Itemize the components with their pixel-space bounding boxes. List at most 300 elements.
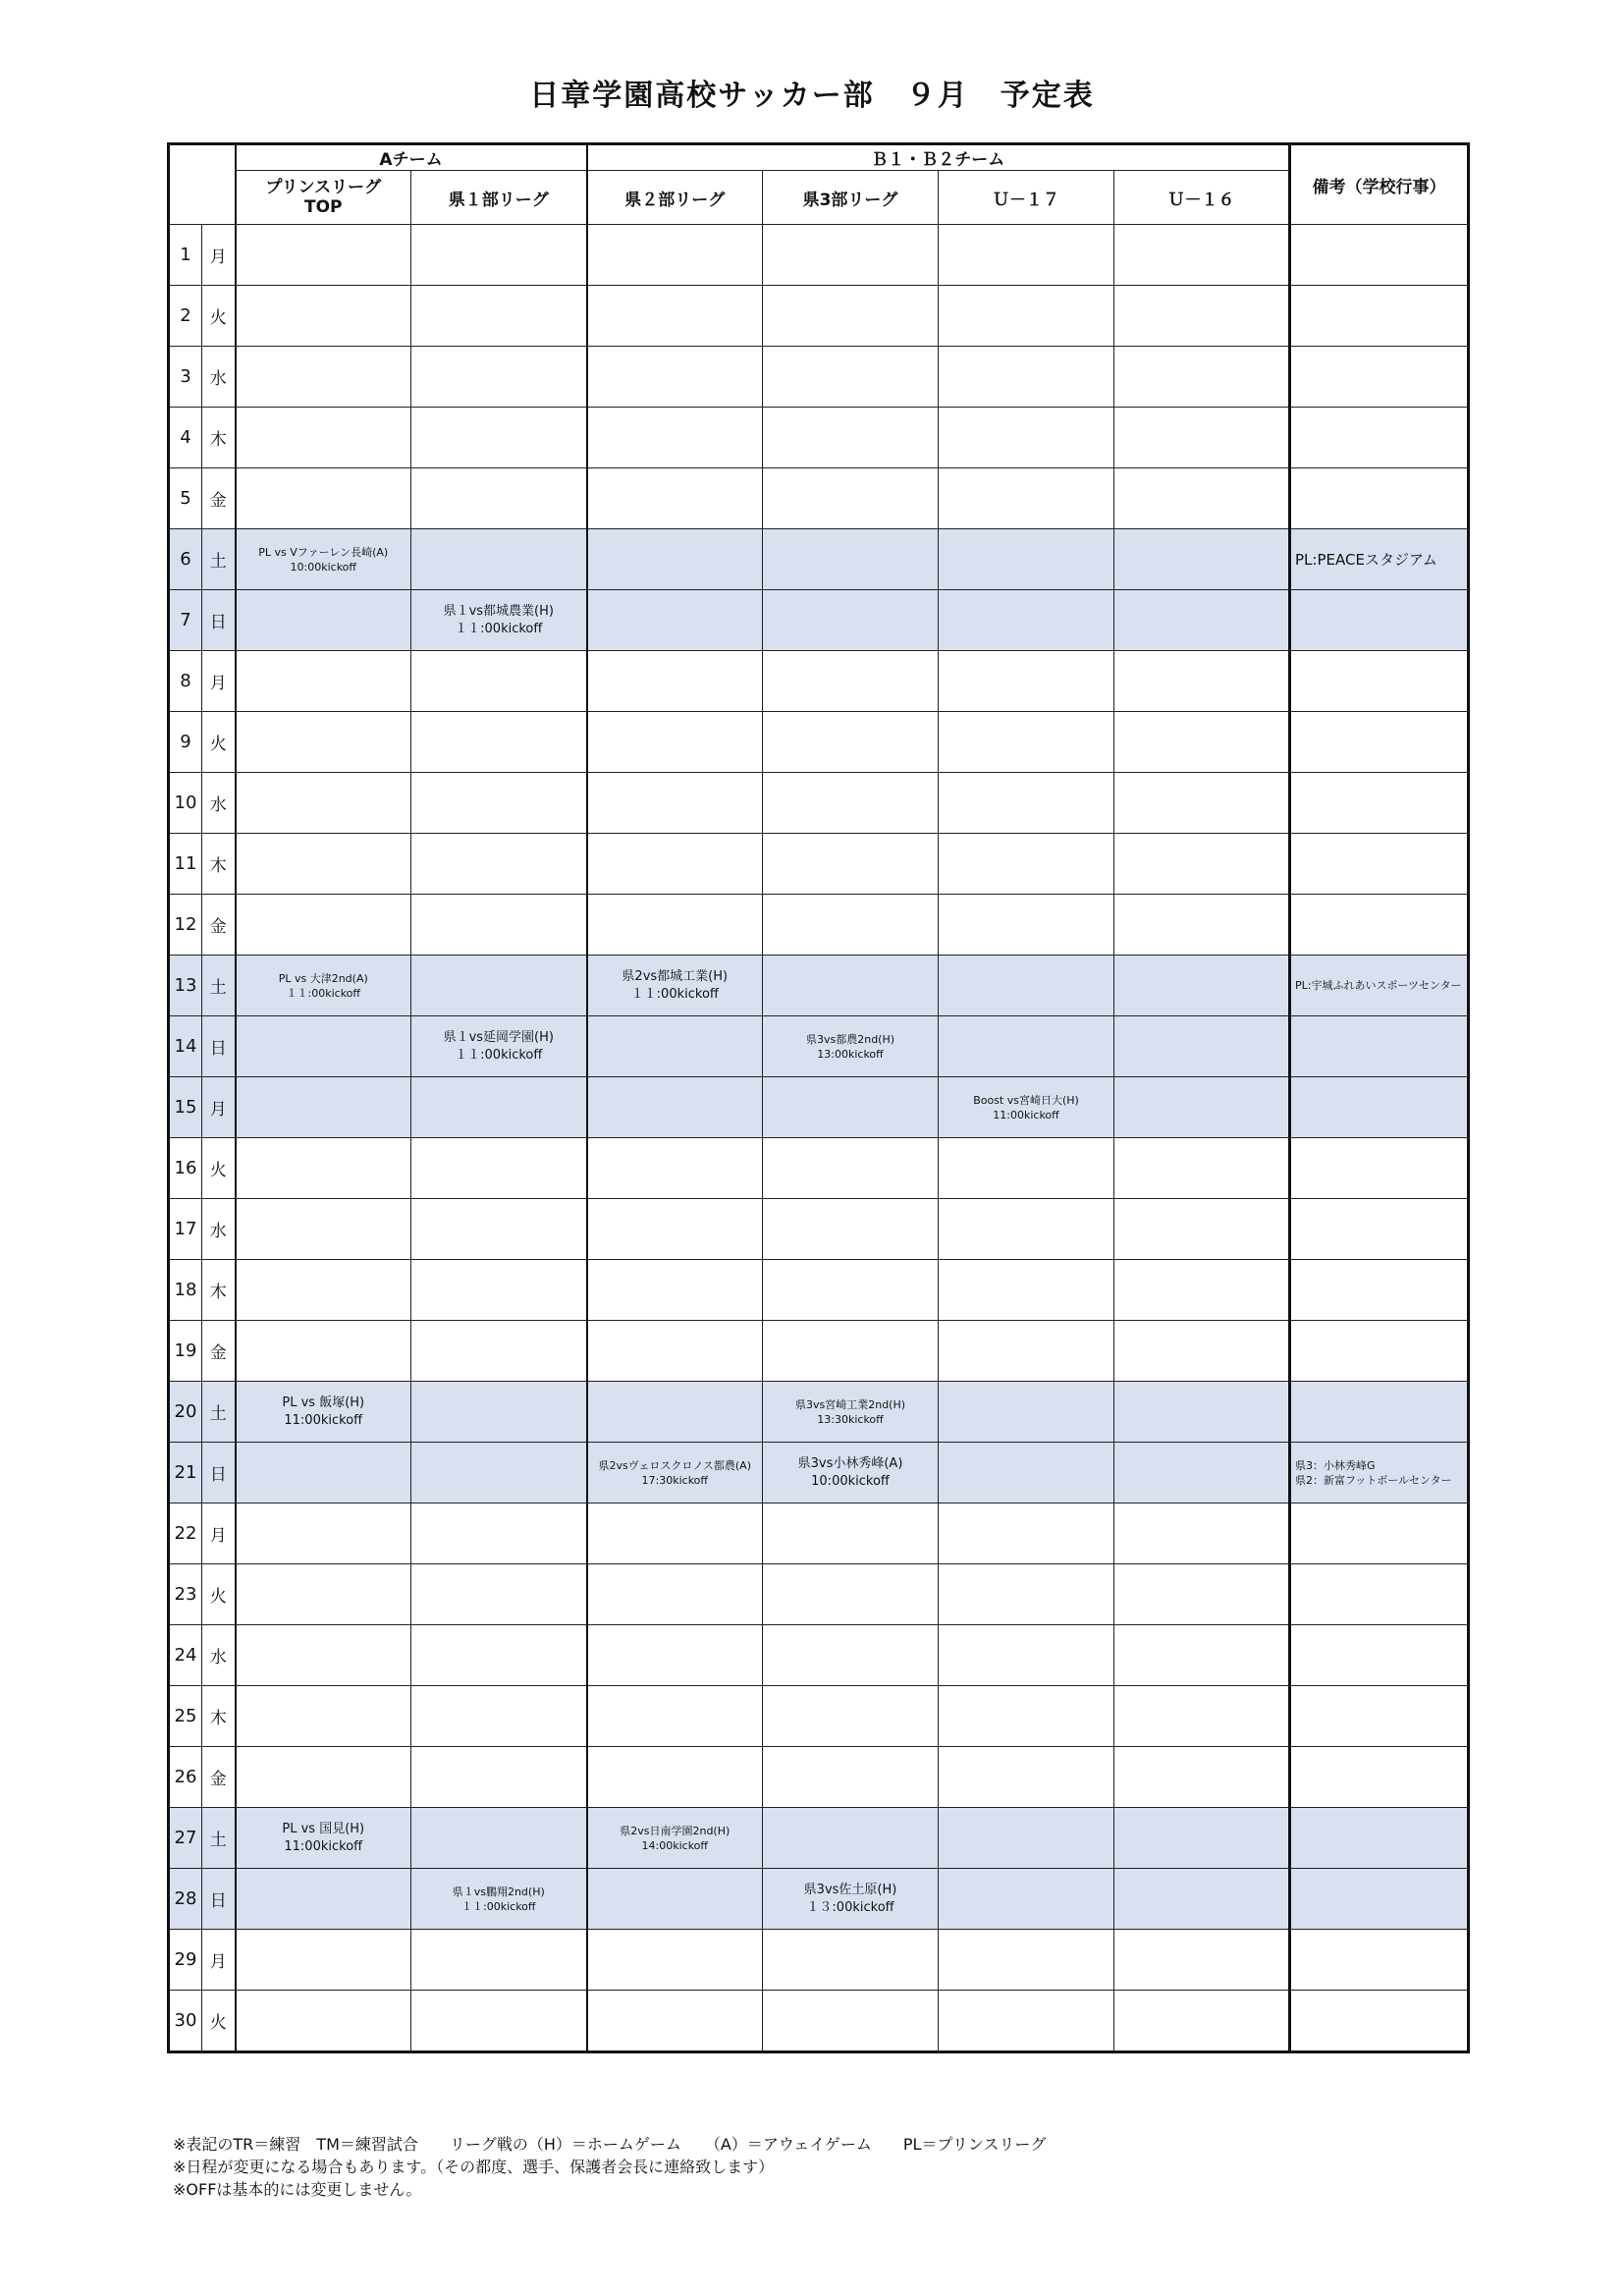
- cell-pref3: [763, 712, 939, 773]
- day-number: 9: [169, 712, 202, 773]
- column-header-pref2: 県２部リーグ: [587, 171, 763, 225]
- cell-pref3: [763, 408, 939, 468]
- cell-u17: [939, 1260, 1114, 1321]
- cell-pref2: [587, 1260, 763, 1321]
- day-of-week: 火: [202, 1138, 236, 1199]
- cell-pref1: [411, 773, 587, 834]
- cell-pref2: [587, 1382, 763, 1443]
- day-number: 8: [169, 651, 202, 712]
- cell-prince-top: [236, 1808, 411, 1869]
- schedule-row: [169, 1077, 1469, 1138]
- day-number: 17: [169, 1199, 202, 1260]
- cell-u16: [1114, 895, 1290, 956]
- remarks-cell: [1290, 1321, 1469, 1382]
- schedule-row: [169, 1503, 1469, 1564]
- cell-u16: [1114, 712, 1290, 773]
- footnote-line: ※日程が変更になる場合もあります。（その都度、選手、保護者会長に連絡致します）: [173, 2158, 775, 2176]
- day-number: 15: [169, 1077, 202, 1138]
- column-header-pref3: 県3部リーグ: [763, 171, 939, 225]
- day-of-week: 金: [202, 895, 236, 956]
- cell-prince-top: [236, 1503, 411, 1564]
- cell-pref3: [763, 1077, 939, 1138]
- day-number: 16: [169, 1138, 202, 1199]
- cell-pref2: [587, 1321, 763, 1382]
- cell-u17: [939, 1686, 1114, 1747]
- cell-u16: [1114, 529, 1290, 590]
- match-entry: Boost vs宮崎日大(H) 11:00kickoff: [973, 1093, 1079, 1121]
- cell-prince-top: [236, 1077, 411, 1138]
- cell-pref2: [587, 956, 763, 1016]
- cell-pref1: [411, 1564, 587, 1625]
- day-of-week: 月: [202, 1077, 236, 1138]
- match-entry: PL vs Vファーレン長崎(A) 10:00kickoff: [258, 545, 389, 574]
- cell-prince-top: [236, 834, 411, 895]
- day-of-week: 水: [202, 1199, 236, 1260]
- remarks-cell: [1290, 1869, 1469, 1930]
- day-number: 26: [169, 1747, 202, 1808]
- cell-pref3: [763, 1138, 939, 1199]
- cell-pref3: [763, 590, 939, 651]
- day-of-week: 水: [202, 347, 236, 408]
- cell-pref3: [763, 1382, 939, 1443]
- column-header-prince-top: プリンスリーグ TOP: [236, 171, 411, 225]
- remarks-cell: [1290, 1382, 1469, 1443]
- cell-pref2: [587, 529, 763, 590]
- cell-u17: [939, 286, 1114, 347]
- cell-prince-top: [236, 1321, 411, 1382]
- match-entry: 県2vs日南学園2nd(H) 14:00kickoff: [620, 1824, 731, 1852]
- schedule-row: [169, 956, 1469, 1016]
- cell-pref3: [763, 1321, 939, 1382]
- cell-u17: [939, 1747, 1114, 1808]
- day-of-week: 火: [202, 1991, 236, 2052]
- remarks-text: 県3：小林秀峰G 県2：新富フットボールセンター: [1295, 1458, 1452, 1487]
- day-of-week: 月: [202, 1503, 236, 1564]
- remarks-cell: [1290, 1138, 1469, 1199]
- schedule-row: [169, 590, 1469, 651]
- day-number: 11: [169, 834, 202, 895]
- day-of-week: 日: [202, 1443, 236, 1503]
- cell-u17: [939, 1808, 1114, 1869]
- remarks-cell: [1290, 225, 1469, 286]
- cell-pref3: [763, 1747, 939, 1808]
- cell-pref3: [763, 1260, 939, 1321]
- cell-pref1: [411, 468, 587, 529]
- day-of-week: 月: [202, 651, 236, 712]
- remarks-cell: [1290, 773, 1469, 834]
- day-of-week: 金: [202, 1321, 236, 1382]
- cell-u16: [1114, 225, 1290, 286]
- cell-u17: [939, 590, 1114, 651]
- cell-prince-top: [236, 1016, 411, 1077]
- remarks-cell: [1290, 1016, 1469, 1077]
- cell-pref3: [763, 1686, 939, 1747]
- cell-pref2: [587, 286, 763, 347]
- cell-pref1: [411, 895, 587, 956]
- cell-u17: [939, 347, 1114, 408]
- cell-pref3: [763, 1443, 939, 1503]
- cell-u16: [1114, 834, 1290, 895]
- day-of-week: 土: [202, 1808, 236, 1869]
- remarks-cell: [1290, 590, 1469, 651]
- remarks-cell: [1290, 286, 1469, 347]
- cell-u16: [1114, 1808, 1290, 1869]
- remarks-cell: [1290, 895, 1469, 956]
- day-of-week: 火: [202, 286, 236, 347]
- cell-pref2: [587, 651, 763, 712]
- cell-prince-top: [236, 895, 411, 956]
- day-number: 14: [169, 1016, 202, 1077]
- day-number: 6: [169, 529, 202, 590]
- schedule-row: [169, 651, 1469, 712]
- match-entry: 県１vs延岡学園(H) １１:00kickoff: [443, 1029, 554, 1063]
- schedule-row: [169, 286, 1469, 347]
- cell-prince-top: [236, 1260, 411, 1321]
- cell-pref2: [587, 1016, 763, 1077]
- cell-u16: [1114, 347, 1290, 408]
- schedule-row: [169, 1382, 1469, 1443]
- schedule-row: [169, 895, 1469, 956]
- remarks-cell: [1290, 529, 1469, 590]
- cell-pref3: [763, 1930, 939, 1991]
- day-number: 3: [169, 347, 202, 408]
- cell-pref2: [587, 1564, 763, 1625]
- day-number: 18: [169, 1260, 202, 1321]
- remarks-cell: [1290, 956, 1469, 1016]
- cell-pref1: [411, 529, 587, 590]
- cell-u17: [939, 1625, 1114, 1686]
- cell-pref3: [763, 1991, 939, 2052]
- remarks-cell: [1290, 1077, 1469, 1138]
- match-entry: 県3vs宮崎工業2nd(H) 13:30kickoff: [794, 1397, 906, 1426]
- cell-prince-top: [236, 225, 411, 286]
- cell-prince-top: [236, 1686, 411, 1747]
- schedule-row: [169, 1930, 1469, 1991]
- remarks-cell: [1290, 408, 1469, 468]
- cell-prince-top: [236, 529, 411, 590]
- match-entry: 県１vs都城農業(H) １１:00kickoff: [443, 603, 554, 636]
- cell-pref1: [411, 408, 587, 468]
- cell-pref2: [587, 834, 763, 895]
- day-number: 12: [169, 895, 202, 956]
- cell-pref2: [587, 1991, 763, 2052]
- remarks-cell: [1290, 1747, 1469, 1808]
- cell-pref1: [411, 834, 587, 895]
- cell-pref3: [763, 225, 939, 286]
- cell-u16: [1114, 1991, 1290, 2052]
- day-number: 7: [169, 590, 202, 651]
- remarks-cell: [1290, 1991, 1469, 2052]
- cell-pref2: [587, 712, 763, 773]
- cell-pref1: [411, 1625, 587, 1686]
- day-of-week: 日: [202, 1016, 236, 1077]
- cell-prince-top: [236, 590, 411, 651]
- day-of-week: 木: [202, 408, 236, 468]
- cell-u17: [939, 1869, 1114, 1930]
- day-number: 2: [169, 286, 202, 347]
- cell-u16: [1114, 1625, 1290, 1686]
- cell-pref1: [411, 1260, 587, 1321]
- cell-pref1: [411, 712, 587, 773]
- cell-pref3: [763, 1808, 939, 1869]
- cell-u17: [939, 225, 1114, 286]
- cell-pref3: [763, 1016, 939, 1077]
- cell-u16: [1114, 956, 1290, 1016]
- cell-prince-top: [236, 651, 411, 712]
- day-of-week: 土: [202, 1382, 236, 1443]
- match-entry: 県2vsヴェロスクロノス都農(A) 17:30kickoff: [598, 1458, 751, 1487]
- remarks-cell: [1290, 1564, 1469, 1625]
- cell-u16: [1114, 1321, 1290, 1382]
- day-number: 4: [169, 408, 202, 468]
- cell-u17: [939, 1564, 1114, 1625]
- remarks-cell: [1290, 347, 1469, 408]
- cell-u16: [1114, 1382, 1290, 1443]
- cell-prince-top: [236, 1199, 411, 1260]
- match-entry: 県１vs鵬翔2nd(H) １１:00kickoff: [452, 1885, 545, 1913]
- page-title: 日章学園高校サッカー部 ９月 予定表: [529, 79, 1095, 113]
- cell-prince-top: [236, 1382, 411, 1443]
- cell-u17: [939, 895, 1114, 956]
- day-of-week: 月: [202, 225, 236, 286]
- schedule-row: [169, 1808, 1469, 1869]
- cell-u16: [1114, 590, 1290, 651]
- cell-pref1: [411, 1930, 587, 1991]
- match-entry: 県3vs小林秀峰(A) 10:00kickoff: [797, 1455, 903, 1489]
- cell-pref3: [763, 773, 939, 834]
- cell-prince-top: [236, 712, 411, 773]
- cell-u17: [939, 1138, 1114, 1199]
- cell-u17: [939, 1382, 1114, 1443]
- day-number: 24: [169, 1625, 202, 1686]
- match-entry: PL vs 大津2nd(A) １１:00kickoff: [278, 971, 368, 1000]
- cell-pref3: [763, 956, 939, 1016]
- cell-pref3: [763, 1199, 939, 1260]
- cell-u16: [1114, 1564, 1290, 1625]
- day-number: 19: [169, 1321, 202, 1382]
- day-number: 25: [169, 1686, 202, 1747]
- day-of-week: 土: [202, 956, 236, 1016]
- cell-pref2: [587, 1747, 763, 1808]
- remarks-cell: [1290, 1443, 1469, 1503]
- match-entry: PL vs 国見(H) 11:00kickoff: [282, 1821, 365, 1854]
- day-number: 10: [169, 773, 202, 834]
- cell-u16: [1114, 1503, 1290, 1564]
- remarks-cell: [1290, 1503, 1469, 1564]
- cell-u17: [939, 712, 1114, 773]
- remarks-cell: [1290, 651, 1469, 712]
- match-entry: 県3vs都農2nd(H) 13:00kickoff: [805, 1032, 895, 1061]
- cell-u17: [939, 1991, 1114, 2052]
- remarks-cell: [1290, 468, 1469, 529]
- cell-u16: [1114, 1930, 1290, 1991]
- cell-pref3: [763, 1869, 939, 1930]
- remarks-cell: [1290, 1808, 1469, 1869]
- day-number: 5: [169, 468, 202, 529]
- column-header-pref1: 県１部リーグ: [411, 171, 587, 225]
- schedule-row: [169, 834, 1469, 895]
- cell-u16: [1114, 1869, 1290, 1930]
- cell-pref1: [411, 1808, 587, 1869]
- cell-prince-top: [236, 408, 411, 468]
- cell-u17: [939, 1077, 1114, 1138]
- cell-u16: [1114, 1199, 1290, 1260]
- cell-pref3: [763, 651, 939, 712]
- schedule-row: [169, 1686, 1469, 1747]
- cell-pref1: [411, 590, 587, 651]
- day-number: 13: [169, 956, 202, 1016]
- day-of-week: 火: [202, 712, 236, 773]
- day-of-week: 木: [202, 834, 236, 895]
- remarks-header: 備考（学校行事）: [1290, 144, 1469, 225]
- cell-prince-top: [236, 1991, 411, 2052]
- footnote-line: ※OFFは基本的には変更しません。: [173, 2180, 422, 2199]
- remarks-cell: [1290, 834, 1469, 895]
- cell-prince-top: [236, 286, 411, 347]
- cell-u17: [939, 1199, 1114, 1260]
- group-b-header: Ｂ１・Ｂ２チーム: [587, 144, 1290, 171]
- day-of-week: 火: [202, 1564, 236, 1625]
- cell-pref2: [587, 1503, 763, 1564]
- cell-pref3: [763, 286, 939, 347]
- cell-pref3: [763, 834, 939, 895]
- day-number: 22: [169, 1503, 202, 1564]
- day-of-week: 金: [202, 1747, 236, 1808]
- match-entry: 県3vs佐土原(H) １３:00kickoff: [803, 1882, 897, 1915]
- cell-u16: [1114, 773, 1290, 834]
- cell-u17: [939, 1321, 1114, 1382]
- cell-pref1: [411, 1503, 587, 1564]
- cell-u17: [939, 651, 1114, 712]
- cell-prince-top: [236, 347, 411, 408]
- schedule-row: [169, 1321, 1469, 1382]
- cell-u16: [1114, 1443, 1290, 1503]
- remarks-cell: [1290, 1930, 1469, 1991]
- schedule-row: [169, 529, 1469, 590]
- cell-pref1: [411, 956, 587, 1016]
- remarks-cell: [1290, 1625, 1469, 1686]
- remarks-cell: [1290, 1199, 1469, 1260]
- cell-u16: [1114, 468, 1290, 529]
- day-of-week: 木: [202, 1686, 236, 1747]
- day-of-week: 水: [202, 773, 236, 834]
- schedule-row: [169, 712, 1469, 773]
- cell-u16: [1114, 651, 1290, 712]
- match-entry: PL vs 飯塚(H) 11:00kickoff: [282, 1394, 365, 1428]
- cell-pref1: [411, 1991, 587, 2052]
- cell-u16: [1114, 1016, 1290, 1077]
- cell-pref1: [411, 1382, 587, 1443]
- day-number: 1: [169, 225, 202, 286]
- cell-pref3: [763, 895, 939, 956]
- cell-pref1: [411, 1686, 587, 1747]
- column-header-u17: Ｕ－１７: [939, 171, 1114, 225]
- cell-prince-top: [236, 956, 411, 1016]
- cell-u16: [1114, 408, 1290, 468]
- cell-prince-top: [236, 1625, 411, 1686]
- cell-prince-top: [236, 1138, 411, 1199]
- schedule-row: [169, 408, 1469, 468]
- cell-pref2: [587, 225, 763, 286]
- cell-u16: [1114, 286, 1290, 347]
- cell-pref3: [763, 529, 939, 590]
- schedule-row: [169, 1138, 1469, 1199]
- footnotes: [173, 2133, 1046, 2201]
- cell-pref1: [411, 1199, 587, 1260]
- cell-u17: [939, 468, 1114, 529]
- cell-u17: [939, 1016, 1114, 1077]
- cell-pref1: [411, 1016, 587, 1077]
- day-of-week: 土: [202, 529, 236, 590]
- cell-pref2: [587, 1077, 763, 1138]
- day-of-week: 日: [202, 1869, 236, 1930]
- cell-pref1: [411, 1321, 587, 1382]
- cell-pref1: [411, 1747, 587, 1808]
- cell-prince-top: [236, 1747, 411, 1808]
- day-number: 27: [169, 1808, 202, 1869]
- footnote-line: ※表記のTR＝練習 TM＝練習試合 リーグ戦の（H）＝ホームゲーム （A）＝アウェイゲーム PL＝プリンスリーグ: [173, 2135, 1047, 2154]
- cell-pref2: [587, 895, 763, 956]
- cell-u17: [939, 956, 1114, 1016]
- schedule-row: [169, 1747, 1469, 1808]
- remarks-cell: [1290, 1686, 1469, 1747]
- schedule-row: [169, 1869, 1469, 1930]
- day-of-week: 木: [202, 1260, 236, 1321]
- cell-pref2: [587, 468, 763, 529]
- cell-u16: [1114, 1260, 1290, 1321]
- schedule-row: [169, 468, 1469, 529]
- cell-u16: [1114, 1686, 1290, 1747]
- day-of-week: 水: [202, 1625, 236, 1686]
- day-of-week: 日: [202, 590, 236, 651]
- cell-u16: [1114, 1138, 1290, 1199]
- cell-u17: [939, 529, 1114, 590]
- schedule-row: [169, 1199, 1469, 1260]
- cell-prince-top: [236, 1564, 411, 1625]
- cell-prince-top: [236, 1930, 411, 1991]
- cell-pref1: [411, 286, 587, 347]
- remarks-cell: [1290, 712, 1469, 773]
- day-number: 28: [169, 1869, 202, 1930]
- cell-pref2: [587, 408, 763, 468]
- cell-prince-top: [236, 773, 411, 834]
- cell-u16: [1114, 1747, 1290, 1808]
- cell-u17: [939, 1503, 1114, 1564]
- cell-prince-top: [236, 1869, 411, 1930]
- schedule-row: [169, 1016, 1469, 1077]
- cell-pref2: [587, 347, 763, 408]
- day-of-week: 金: [202, 468, 236, 529]
- schedule-row: [169, 1564, 1469, 1625]
- cell-pref2: [587, 1138, 763, 1199]
- schedule-row: [169, 347, 1469, 408]
- day-number: 29: [169, 1930, 202, 1991]
- corner-cell: [169, 144, 236, 225]
- cell-u17: [939, 834, 1114, 895]
- match-entry: 県2vs都城工業(H) １１:00kickoff: [622, 968, 729, 1002]
- cell-pref2: [587, 1808, 763, 1869]
- cell-pref2: [587, 1625, 763, 1686]
- cell-pref2: [587, 1686, 763, 1747]
- cell-pref2: [587, 1869, 763, 1930]
- schedule-row: [169, 1260, 1469, 1321]
- schedule-row: [169, 1991, 1469, 2052]
- cell-pref3: [763, 468, 939, 529]
- cell-pref1: [411, 1443, 587, 1503]
- day-number: 30: [169, 1991, 202, 2052]
- schedule-row: [169, 773, 1469, 834]
- cell-pref1: [411, 651, 587, 712]
